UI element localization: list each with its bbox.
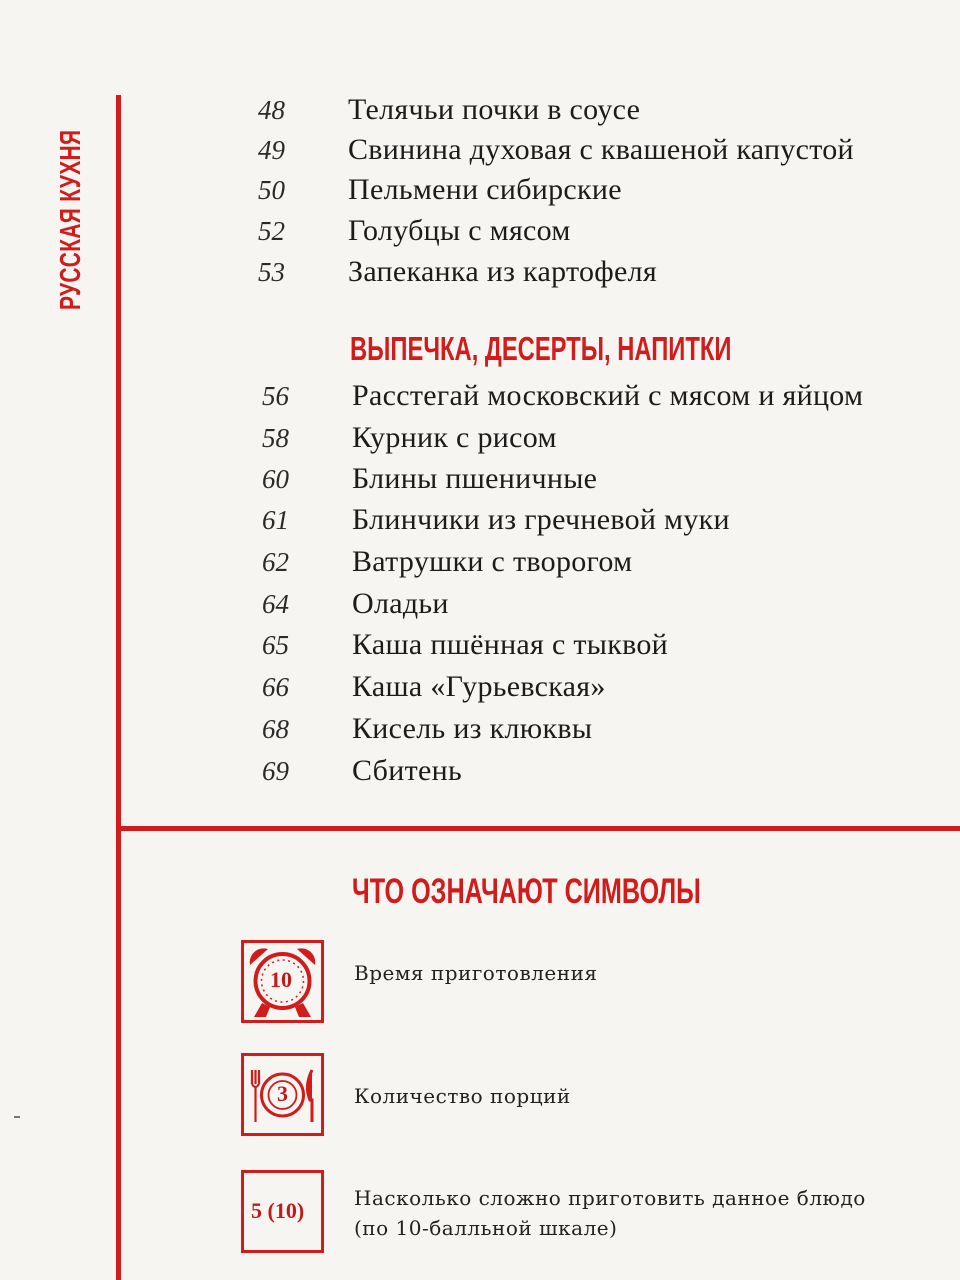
recipe-title: Каша «Гурьевская» xyxy=(352,670,606,703)
recipe-title: Блинчики из гречневой муки xyxy=(352,503,730,536)
toc-entry[interactable] xyxy=(0,459,960,499)
toc-entry[interactable] xyxy=(0,542,960,582)
recipe-title: Телячьи почки в соусе xyxy=(348,93,641,126)
difficulty-score-icon: 5 (10) xyxy=(251,1198,305,1223)
page-number: 52 xyxy=(258,216,285,246)
toc-entry[interactable] xyxy=(0,584,960,624)
toc-entry[interactable] xyxy=(0,376,960,416)
servings-label: Количество порций xyxy=(354,1084,571,1108)
recipe-title: Запеканка из картофеля xyxy=(348,255,658,288)
page-mark xyxy=(14,1116,20,1118)
page-number: 66 xyxy=(262,672,289,702)
page-number: 49 xyxy=(258,135,285,165)
toc-entry[interactable] xyxy=(0,667,960,707)
toc-entry[interactable] xyxy=(0,252,960,292)
page-number: 64 xyxy=(262,589,289,619)
recipe-title: Ватрушки с творогом xyxy=(352,545,633,578)
servings-value: 3 xyxy=(277,1081,288,1106)
recipe-title: Блины пшеничные xyxy=(352,462,598,495)
page-number: 50 xyxy=(258,175,285,205)
difficulty-label-line2: (по 10-балльной шкале) xyxy=(354,1216,618,1240)
page-number: 48 xyxy=(258,95,285,125)
cooking-time-label: Время приготовления xyxy=(354,961,598,985)
toc-entry[interactable] xyxy=(0,130,960,170)
page-number: 65 xyxy=(262,630,289,660)
time-value: 10 xyxy=(270,967,292,992)
page-number: 61 xyxy=(262,505,289,535)
difficulty-symbol xyxy=(241,1170,324,1253)
toc-entry[interactable] xyxy=(0,751,960,791)
toc-entry[interactable] xyxy=(0,211,960,251)
recipe-title: Каша пшённая с тыквой xyxy=(352,628,669,661)
difficulty-label-line1: Насколько сложно приготовить данное блюдо xyxy=(354,1186,866,1210)
recipe-title: Сбитень xyxy=(352,754,462,787)
recipe-title: Свинина духовая с квашеной капустой xyxy=(348,133,854,166)
page-number: 62 xyxy=(262,547,289,577)
section-heading-symbols: ЧТО ОЗНАЧАЮТ СИМВОЛЫ xyxy=(352,872,701,911)
toc-entry[interactable] xyxy=(0,90,960,130)
page-number: 68 xyxy=(262,714,289,744)
side-section-title: РУССКАЯ КУХНЯ xyxy=(55,129,87,310)
page-number: 58 xyxy=(262,423,289,453)
servings-symbol xyxy=(241,1053,324,1136)
toc-entry[interactable] xyxy=(0,709,960,749)
section-heading-baking: ВЫПЕЧКА, ДЕСЕРТЫ, НАПИТКИ xyxy=(350,330,732,367)
page-number: 56 xyxy=(262,381,289,411)
recipe-title: Кисель из клюквы xyxy=(352,712,593,745)
page-number: 69 xyxy=(262,756,289,786)
recipe-title: Расстегай московский с мясом и яйцом xyxy=(352,379,864,412)
recipe-title: Оладьи xyxy=(352,587,449,620)
page-number: 53 xyxy=(258,257,285,287)
recipe-title: Пельмени сибирские xyxy=(348,173,622,206)
toc-entry[interactable] xyxy=(0,418,960,458)
recipe-title: Голубцы с мясом xyxy=(348,214,571,247)
toc-entry[interactable] xyxy=(0,170,960,210)
recipe-title: Курник с рисом xyxy=(352,421,557,454)
page-number: 60 xyxy=(262,464,289,494)
toc-entry[interactable] xyxy=(0,500,960,540)
toc-entry[interactable] xyxy=(0,625,960,665)
horizontal-red-rule xyxy=(116,826,960,831)
cooking-time-symbol xyxy=(241,940,324,1023)
